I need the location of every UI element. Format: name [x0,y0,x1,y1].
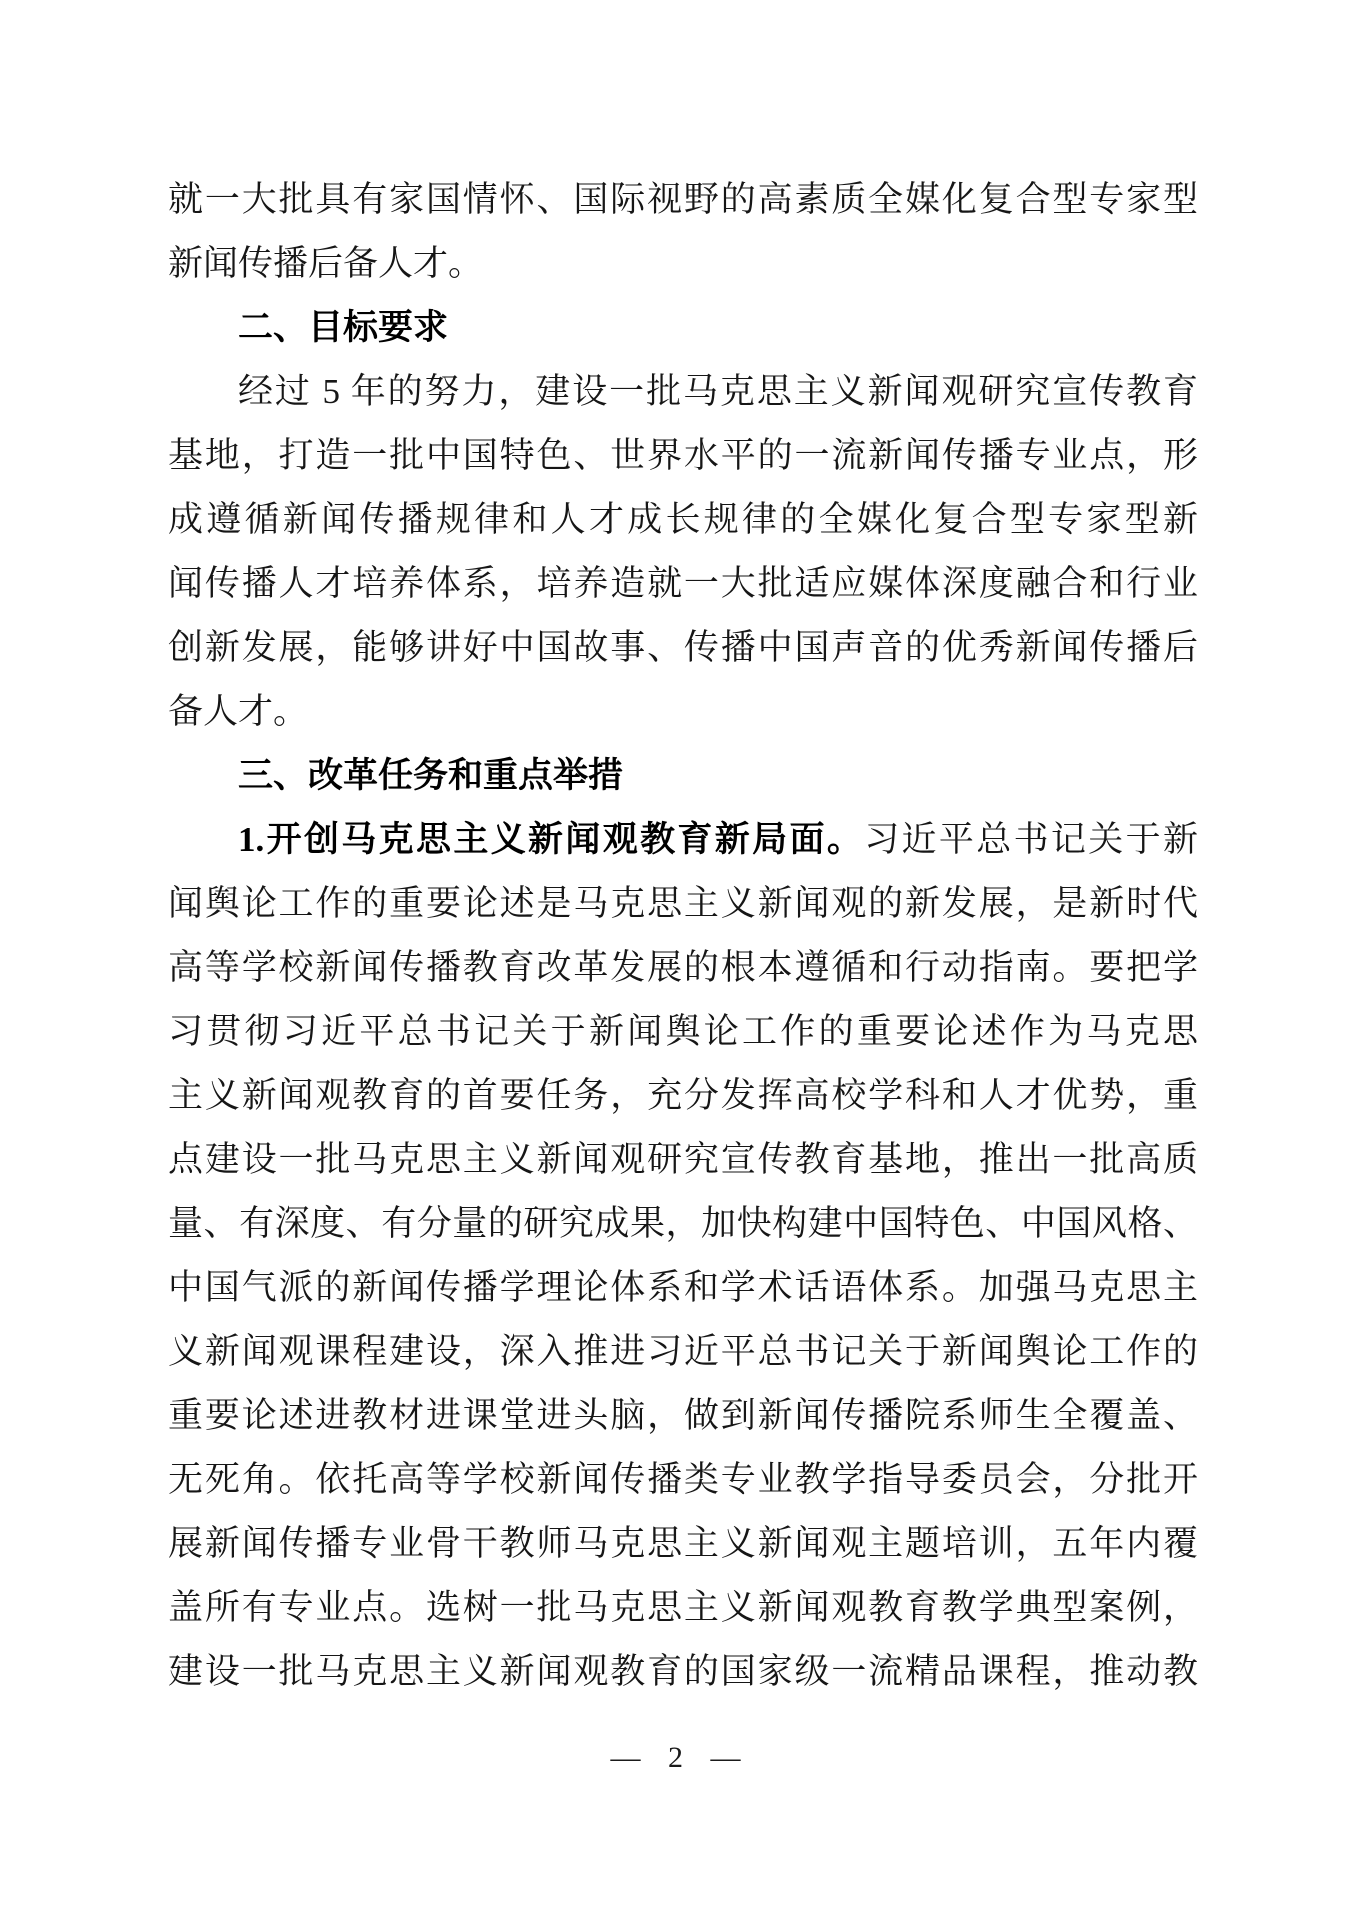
body-line: 闻传播人才培养体系，培养造就一大批适应媒体深度融合和行业 [168,564,1198,603]
body-line: 建设一批马克思主义新闻观教育的国家级一流精品课程，推动教 [168,1652,1198,1691]
body-line: 盖所有专业点。选树一批马克思主义新闻观教育教学典型案例， [168,1588,1198,1627]
body-line: 创新发展，能够讲好中国故事、传播中国声音的优秀新闻传播后 [168,628,1198,667]
page-footer [0,1738,1361,1778]
body-line: 习贯彻习近平总书记关于新闻舆论工作的重要论述作为马克思 [168,1012,1198,1051]
body-line: 量、有深度、有分量的研究成果，加快构建中国特色、中国风格、 [168,1204,1198,1243]
body-line: 点建设一批马克思主义新闻观研究宣传教育基地，推出一批高质 [168,1140,1198,1179]
body-line: 闻舆论工作的重要论述是马克思主义新闻观的新发展，是新时代 [168,884,1198,923]
body-line: 中国气派的新闻传播学理论体系和学术话语体系。加强马克思主 [168,1268,1198,1307]
body-line: 备人才。 [168,692,309,731]
body-line: 就一大批具有家国情怀、国际视野的高素质全媒化复合型专家型 [168,180,1198,219]
body-line: 主义新闻观教育的首要任务，充分发挥高校学科和人才优势，重 [168,1076,1198,1115]
bold-lead-text: 1.开创马克思主义新闻观教育新局面。 [238,820,865,859]
body-line: 1.开创马克思主义新闻观教育新局面。习近平总书记关于新 [238,820,1198,859]
section-heading: 三、改革任务和重点举措 [238,756,624,795]
section-heading: 二、目标要求 [238,308,449,347]
body-line: 义新闻观课程建设，深入推进习近平总书记关于新闻舆论工作的 [168,1332,1198,1371]
body-line: 成遵循新闻传播规律和人才成长规律的全媒化复合型专家型新 [168,500,1198,539]
body-line: 重要论述进教材进课堂进头脑，做到新闻传播院系师生全覆盖、 [168,1396,1198,1435]
body-line: 高等学校新闻传播教育改革发展的根本遵循和行动指南。要把学 [168,948,1198,987]
body-line: 新闻传播后备人才。 [168,244,484,283]
body-line: 经过 5 年的努力，建设一批马克思主义新闻观研究宣传教育 [238,372,1198,411]
body-line: 基地，打造一批中国特色、世界水平的一流新闻传播专业点，形 [168,436,1198,475]
body-line: 展新闻传播专业骨干教师马克思主义新闻观主题培训，五年内覆 [168,1524,1198,1563]
body-line: 无死角。依托高等学校新闻传播类专业教学指导委员会，分批开 [168,1460,1198,1499]
page-number: — 2 — [610,1741,751,1774]
